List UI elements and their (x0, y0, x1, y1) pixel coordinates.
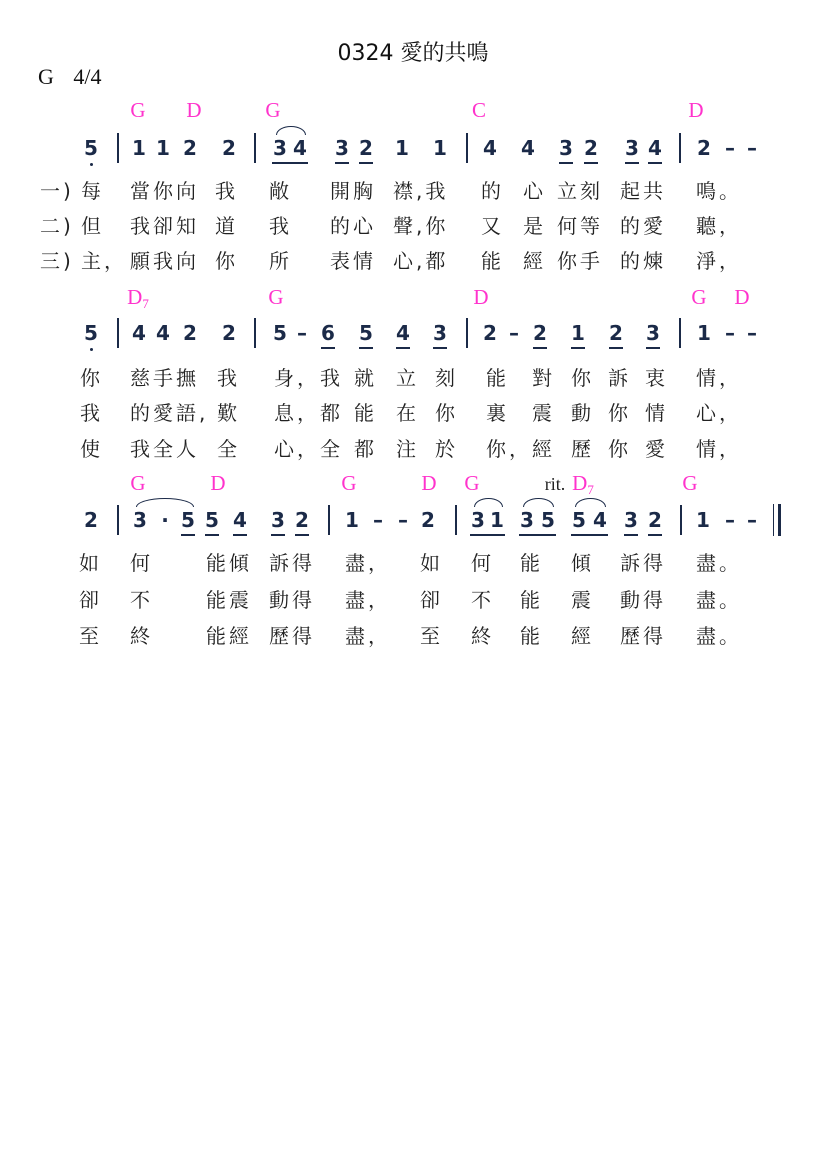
chord-symbol (572, 473, 594, 496)
lyric-syllable: 衷 (645, 366, 668, 390)
note: 4 (521, 136, 535, 160)
underline-eighth (396, 347, 410, 349)
lyric-syllable: 盡。 (696, 588, 742, 612)
chord-extension: 7 (587, 482, 594, 497)
lyric-syllable: 至 (420, 624, 443, 648)
lyric-syllable: 能 (354, 401, 377, 425)
lyric-syllable: 刻 (435, 366, 458, 390)
barline (455, 505, 457, 535)
lyric-syllable: 經 (523, 249, 546, 273)
underline-eighth (584, 162, 598, 164)
barline (117, 133, 119, 163)
chord-symbol (691, 287, 706, 308)
lyric-syllable: 能傾 (206, 551, 252, 575)
lyric-syllable: 能 (520, 624, 543, 648)
note: 5 (273, 321, 287, 345)
note: 3 (646, 321, 660, 345)
note: 3 (559, 136, 573, 160)
lyric-syllable: 的 (481, 179, 504, 203)
chord-symbol (682, 473, 697, 494)
augmentation-dot: · (161, 508, 169, 532)
lyric-syllable: 我卻知 (130, 214, 199, 238)
barline (679, 318, 681, 348)
note: 4 (648, 136, 662, 160)
lyric-syllable: 所 (269, 249, 292, 273)
chord-name: G (265, 98, 281, 122)
chord-extension: 7 (142, 296, 149, 311)
lyric-syllable: 心,都 (393, 249, 449, 273)
note: 3 (471, 508, 485, 532)
note: 1 (156, 136, 170, 160)
note: 1 (696, 508, 710, 532)
note: 4 (132, 321, 146, 345)
lyric-syllable: 的心 (330, 214, 376, 238)
lyric-syllable: 震 (532, 401, 555, 425)
note: 2 (222, 321, 236, 345)
lyric-syllable: 歷 (571, 437, 594, 461)
note: 2 (295, 508, 309, 532)
lyric-syllable: 不 (130, 588, 153, 612)
lyric-syllable: 對 (532, 366, 555, 390)
lyric-syllable: 起共 (620, 179, 666, 203)
note: 2 (183, 321, 197, 345)
chord-name: G (130, 98, 146, 122)
slur (474, 498, 503, 507)
lyric-syllable: 慈手撫 (130, 366, 199, 390)
beam-underline (519, 534, 556, 536)
lyric-syllable: 心， (696, 401, 742, 425)
chord-name: D (688, 98, 704, 122)
note: 1 (433, 136, 447, 160)
underline-eighth (335, 162, 349, 164)
barline (679, 133, 681, 163)
lyric-syllable: 在 (396, 401, 419, 425)
chord-name: D (473, 285, 489, 309)
lyric-syllable: 立 (396, 366, 419, 390)
lyric-syllable: 能 (520, 551, 543, 575)
note: 3 (133, 508, 147, 532)
note: 5 (84, 136, 98, 160)
lyric-syllable: 你 (571, 366, 594, 390)
slur (523, 498, 554, 507)
lyric-syllable: 淨， (696, 249, 742, 273)
note: 4 (593, 508, 607, 532)
note: 2 (648, 508, 662, 532)
lyric-syllable: 盡， (345, 588, 391, 612)
note: 4 (483, 136, 497, 160)
lyric-syllable: 至 (79, 624, 102, 648)
lyric-syllable: 訴得 (269, 551, 315, 575)
underline-eighth (321, 347, 335, 349)
chord-name: D (421, 471, 437, 495)
lyric-syllable: 動 (571, 401, 594, 425)
barline (254, 133, 256, 163)
barline (466, 318, 468, 348)
lyric-syllable: 卻 (420, 588, 443, 612)
chord-symbol (472, 100, 486, 121)
barline (117, 505, 119, 535)
lyric-syllable: 立刻 (557, 179, 603, 203)
note: 2 (222, 136, 236, 160)
note: 2 (183, 136, 197, 160)
note: 4 (396, 321, 410, 345)
note: 3 (433, 321, 447, 345)
octave-dot-below (90, 163, 93, 166)
note: 5 (541, 508, 555, 532)
note: 3 (625, 136, 639, 160)
note-extension-dash: – (747, 508, 757, 532)
lyric-syllable: 三) (40, 249, 74, 273)
lyric-syllable: 訴得 (620, 551, 666, 575)
lyric-syllable: 身， (274, 366, 320, 390)
slur (276, 126, 306, 135)
lyric-syllable: 但 (81, 214, 104, 238)
note-extension-dash: – (297, 321, 307, 345)
chord-name: G (268, 285, 284, 309)
lyric-syllable: 如 (420, 551, 443, 575)
note: 3 (624, 508, 638, 532)
lyric-syllable: 的煉 (620, 249, 666, 273)
chord-name: D (572, 471, 588, 495)
lyric-syllable: 又 (481, 214, 504, 238)
lyric-syllable: 你 (215, 249, 238, 273)
note: 2 (483, 321, 497, 345)
note: 2 (359, 136, 373, 160)
chord-symbol (265, 100, 280, 121)
lyric-syllable: 心， (274, 437, 320, 461)
lyric-syllable: 終 (130, 624, 153, 648)
underline-eighth (359, 162, 373, 164)
lyric-syllable: 何等 (557, 214, 603, 238)
note: 2 (609, 321, 623, 345)
lyric-syllable: 訴 (608, 366, 631, 390)
lyric-syllable: 何 (471, 551, 494, 575)
lyric-syllable: 息， (274, 401, 320, 425)
lyric-syllable: 聲,你 (393, 214, 449, 238)
underline-eighth (271, 534, 285, 536)
lyric-syllable: 我 (217, 366, 240, 390)
lyric-syllable: 情 (645, 401, 668, 425)
lyric-syllable: 表情 (330, 249, 376, 273)
lyric-syllable: 情， (696, 366, 742, 390)
note-extension-dash: – (725, 136, 735, 160)
lyric-syllable: 我全人 (130, 437, 199, 461)
lyric-syllable: 開胸 (330, 179, 376, 203)
lyric-syllable: 歷得 (620, 624, 666, 648)
chord-symbol (130, 473, 145, 494)
lyric-syllable: 何 (130, 551, 153, 575)
lyric-syllable: 情， (696, 437, 742, 461)
lyric-syllable: 能 (520, 588, 543, 612)
lyric-syllable: 經 (532, 437, 555, 461)
slur (136, 498, 194, 507)
underline-eighth (533, 347, 547, 349)
underline-eighth (559, 162, 573, 164)
lyric-syllable: 道 (215, 214, 238, 238)
underline-eighth (433, 347, 447, 349)
note: 3 (335, 136, 349, 160)
note: 5 (205, 508, 219, 532)
chord-name: G (341, 471, 357, 495)
chord-name: G (682, 471, 698, 495)
note: 6 (321, 321, 335, 345)
note: 2 (697, 136, 711, 160)
chord-symbol (268, 287, 283, 308)
note: 2 (533, 321, 547, 345)
lyric-syllable: 盡， (345, 551, 391, 575)
beam-underline (272, 162, 308, 164)
lyric-syllable: 動得 (269, 588, 315, 612)
underline-eighth (624, 534, 638, 536)
note-extension-dash: – (747, 136, 757, 160)
final-barline (773, 504, 781, 536)
chord-symbol (341, 473, 356, 494)
lyric-syllable: 經 (571, 624, 594, 648)
note: 1 (395, 136, 409, 160)
note-extension-dash: – (747, 321, 757, 345)
underline-eighth (609, 347, 623, 349)
chord-name: G (691, 285, 707, 309)
underline-eighth (181, 534, 195, 536)
lyric-syllable: 能 (486, 366, 509, 390)
chord-name: D (734, 285, 750, 309)
lyric-syllable: 盡。 (696, 624, 742, 648)
underline-eighth (359, 347, 373, 349)
barline (254, 318, 256, 348)
barline (466, 133, 468, 163)
lyric-syllable: 願我向 (130, 249, 199, 273)
note-extension-dash: – (398, 508, 408, 532)
note: 4 (156, 321, 170, 345)
note: 4 (293, 136, 307, 160)
chord-symbol (421, 473, 436, 494)
barline (117, 318, 119, 348)
lyric-syllable: 鳴。 (696, 179, 742, 203)
lyric-syllable: 我 (320, 366, 343, 390)
tempo-mark: rit. (544, 474, 566, 494)
chord-symbol (130, 100, 145, 121)
underline-eighth (648, 534, 662, 536)
key: G (38, 64, 54, 89)
chord-symbol (734, 287, 749, 308)
lyric-syllable: 裏 (486, 401, 509, 425)
lyric-syllable: 一) (40, 179, 74, 203)
note: 1 (490, 508, 504, 532)
octave-dot-below (90, 348, 93, 351)
chord-name: D (127, 285, 143, 309)
lyric-syllable: 不 (471, 588, 494, 612)
lyric-syllable: 於 (435, 437, 458, 461)
lyric-syllable: 當你向 (130, 179, 199, 203)
note: 1 (132, 136, 146, 160)
lyric-syllable: 就 (354, 366, 377, 390)
lyric-syllable: 都 (354, 437, 377, 461)
chord-name: G (464, 471, 480, 495)
lyric-syllable: 盡。 (696, 551, 742, 575)
note: 1 (345, 508, 359, 532)
note: 3 (273, 136, 287, 160)
lyric-syllable: 你 (80, 366, 103, 390)
beam-underline (470, 534, 505, 536)
note: 2 (421, 508, 435, 532)
underline-eighth (648, 162, 662, 164)
chord-name: G (130, 471, 146, 495)
lyric-syllable: 你 (608, 437, 631, 461)
lyric-syllable: 能震 (206, 588, 252, 612)
lyric-syllable: 你 (435, 401, 458, 425)
note-extension-dash: – (725, 508, 735, 532)
note: 1 (697, 321, 711, 345)
slur (575, 498, 606, 507)
lyric-syllable: 我 (80, 401, 103, 425)
key-time-signature (38, 64, 102, 90)
lyric-syllable: 都 (320, 401, 343, 425)
lyric-syllable: 聽， (696, 214, 742, 238)
lyric-syllable: 是 (523, 214, 546, 238)
underline-eighth (625, 162, 639, 164)
lyric-syllable: 襟,我 (393, 179, 449, 203)
lyric-syllable: 歎 (217, 401, 240, 425)
barline (680, 505, 682, 535)
underline-eighth (233, 534, 247, 536)
note: 3 (520, 508, 534, 532)
lyric-syllable: 震 (571, 588, 594, 612)
chord-name: D (186, 98, 202, 122)
lyric-syllable: 盡， (345, 624, 391, 648)
note: 5 (359, 321, 373, 345)
note: 1 (571, 321, 585, 345)
lyric-syllable: 能 (481, 249, 504, 273)
lyric-syllable: 如 (79, 551, 102, 575)
lyric-syllable: 終 (471, 624, 494, 648)
note: 2 (584, 136, 598, 160)
chord-name: C (471, 98, 487, 122)
underline-eighth (205, 534, 219, 536)
chord-name: D (210, 471, 226, 495)
underline-eighth (646, 347, 660, 349)
lyric-syllable: 我 (215, 179, 238, 203)
chord-symbol (464, 473, 479, 494)
lyric-syllable: 我 (269, 214, 292, 238)
lyric-syllable: 全 (320, 437, 343, 461)
lyric-syllable: 歷得 (269, 624, 315, 648)
lyric-syllable: 心 (523, 179, 546, 203)
note: 5 (181, 508, 195, 532)
lyric-syllable: 的愛語, (130, 401, 209, 425)
chord-symbol (127, 287, 149, 310)
note: 5 (84, 321, 98, 345)
chord-symbol (473, 287, 488, 308)
note-extension-dash: – (373, 508, 383, 532)
time-signature: 4/4 (73, 64, 102, 89)
lyric-syllable: 的愛 (620, 214, 666, 238)
lyric-syllable: 敞 (269, 179, 292, 203)
note: 5 (572, 508, 586, 532)
lyric-syllable: 傾 (571, 551, 594, 575)
lyric-syllable: 動得 (620, 588, 666, 612)
underline-eighth (571, 347, 585, 349)
lyric-syllable: 注 (396, 437, 419, 461)
lyric-syllable: 能經 (206, 624, 252, 648)
note-extension-dash: – (509, 321, 519, 345)
lyric-syllable: 你手 (557, 249, 603, 273)
lyric-syllable: 使 (80, 437, 103, 461)
note-extension-dash: – (725, 321, 735, 345)
note: 3 (271, 508, 285, 532)
note: 2 (84, 508, 98, 532)
chord-symbol (210, 473, 225, 494)
lyric-syllable: 你 (608, 401, 631, 425)
lyric-syllable: 主， (81, 249, 127, 273)
lyric-syllable: 全 (217, 437, 240, 461)
lyric-syllable: 每 (81, 179, 104, 203)
barline (328, 505, 330, 535)
beam-underline (571, 534, 608, 536)
chord-symbol (688, 100, 703, 121)
underline-eighth (295, 534, 309, 536)
note: 4 (233, 508, 247, 532)
song-title: 0324 愛的共鳴 (337, 41, 489, 66)
lyric-syllable: 二) (40, 214, 74, 238)
chord-symbol (186, 100, 201, 121)
lyric-syllable: 愛 (645, 437, 668, 461)
lyric-syllable: 你， (486, 437, 532, 461)
lyric-syllable: 卻 (79, 588, 102, 612)
